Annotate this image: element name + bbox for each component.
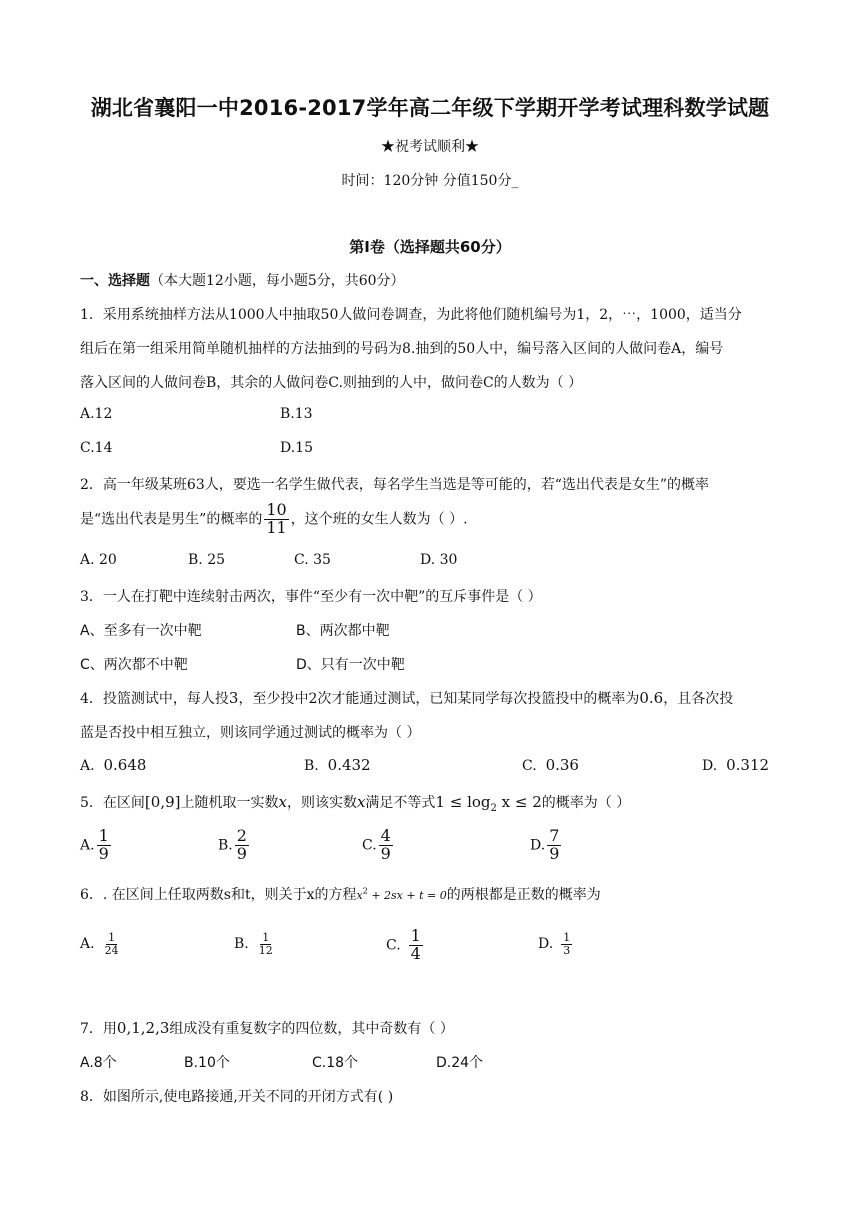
q6-option-d-frac — [561, 932, 572, 956]
q4-option-a-value: 0.648 — [103, 756, 147, 774]
q1-line3: 落入区间的人做问卷B，其余的人做问卷C.则抽到的人中，做问卷C的人数为（ ） — [80, 375, 583, 391]
q2-option-a: A. 20 — [80, 552, 117, 568]
q1-option-a: A.12 — [80, 406, 113, 422]
q3-option-a: A、至多有一次中靶 — [80, 623, 202, 639]
q4-option-d — [702, 756, 769, 774]
exam-title: 湖北省襄阳一中2016-2017学年高二年级下学期开学考试理科数学试题 — [90, 96, 770, 120]
q1-option-c: C.14 — [80, 440, 113, 456]
q6-option-b-label: B. — [234, 936, 249, 953]
q5-option-d — [530, 828, 563, 863]
q7-pre: 7．用 — [80, 1021, 117, 1037]
q6-b-den: 12 — [258, 943, 273, 957]
q5-ineq-sub: 2 — [490, 802, 497, 814]
q6-d-den: 3 — [563, 943, 571, 957]
q2-line1: 2．高一年级某班63人，要选一名学生做代表，每名学生当选是等可能的，若“选出代表是女生”的概率 — [80, 477, 710, 493]
q6-a-num: 1 — [108, 931, 116, 944]
q5-var-2: x — [356, 793, 366, 811]
q1-option-d: D.15 — [280, 440, 313, 456]
q4-line1 — [80, 688, 733, 708]
q6-c-den: 4 — [410, 943, 421, 963]
q2-line2-pre: 是“选出代表是男生”的概率的 — [80, 511, 263, 528]
q5-var-1: x — [278, 793, 287, 811]
q6-option-a-label: A. — [80, 936, 95, 953]
q4-option-a — [80, 756, 146, 774]
part-note: （本大题12小题，每小题5分，共60分） — [150, 273, 405, 289]
q5-c-num: 4 — [380, 826, 391, 845]
q4-shots: 3 — [228, 689, 239, 707]
q6-option-d-label: D. — [538, 936, 554, 953]
q4-option-b-label: B. — [304, 758, 319, 774]
q5-a-den: 9 — [98, 843, 109, 863]
q5-b-den: 9 — [236, 843, 247, 863]
q5-option-b — [218, 828, 251, 863]
q5-option-c-frac — [379, 828, 393, 863]
q7-option-d: D.24个 — [436, 1055, 484, 1071]
q5-option-c — [362, 828, 395, 863]
q6-eq-b: + 2sx + t = 0 — [367, 889, 447, 902]
part-heading — [80, 270, 405, 290]
q7-option-c: C.18个 — [312, 1055, 359, 1071]
q6-post: 的两根都是正数的概率为 — [446, 887, 601, 903]
q5-option-b-label: B. — [218, 837, 233, 854]
q5-d-num: 7 — [549, 826, 560, 845]
q4-option-c — [522, 756, 579, 774]
q6-option-a — [80, 932, 123, 956]
q5-option-d-label: D. — [530, 837, 546, 854]
q4-option-d-label: D. — [702, 758, 718, 774]
q6-line1 — [80, 884, 601, 904]
q7-option-b: B.10个 — [184, 1055, 230, 1071]
q2-frac-num: 10 — [266, 500, 287, 519]
q6-option-b-frac — [257, 932, 275, 956]
q7-post: 组成没有重复数字的四位数，其中奇数有（ ） — [169, 1021, 454, 1037]
q5-a-num: 1 — [98, 826, 109, 845]
q5-option-c-label: C. — [362, 837, 377, 854]
q6-b-num: 1 — [262, 931, 270, 944]
q6-d-num: 1 — [563, 931, 571, 944]
q4-text-b: ，至少投中2次才能通过测试，已知某同学每次投篮投中的概率为 — [238, 691, 640, 707]
q4-option-d-value: 0.312 — [726, 756, 770, 774]
q5-c-den: 9 — [380, 843, 391, 863]
q2-line2-post: ，这个班的女生人数为（ ）. — [290, 511, 468, 528]
q4-option-a-label: A. — [80, 758, 95, 774]
q5-option-d-frac — [547, 828, 561, 863]
q7-digits: 0,1,2,3 — [116, 1019, 170, 1037]
q5-b-num: 2 — [236, 826, 247, 845]
q2-option-c: C. 35 — [294, 552, 331, 568]
q5-option-a-frac — [97, 828, 111, 863]
q4-option-b-value: 0.432 — [327, 756, 371, 774]
q5-interval: [0,9] — [144, 793, 181, 811]
exam-wish: ★祝考试顺利★ — [381, 139, 479, 155]
q2-option-b: B. 25 — [188, 552, 226, 568]
q3-option-b: B、两次都中靶 — [296, 623, 390, 639]
q3-line1: 3．一人在打靶中连续射击两次，事件“至少有一次中靶”的互斥事件是（ ） — [80, 589, 542, 605]
q4-option-b — [304, 756, 371, 774]
part-title: 一、选择题 — [80, 273, 150, 289]
q4-text-a: 4．投篮测试中，每人投 — [80, 691, 229, 707]
q5-pre: 5．在区间 — [80, 795, 145, 811]
q6-option-c-label: C. — [386, 937, 401, 954]
q5-d-den: 9 — [549, 843, 560, 863]
time-info: 时间：120分钟 分值150分_ — [341, 173, 519, 189]
q2-line2 — [80, 502, 468, 537]
q5-ineq-a: 1 ≤ log — [435, 793, 491, 811]
q4-prob: 0.6 — [639, 689, 664, 707]
q6-option-b — [234, 932, 277, 956]
q2-frac-den: 11 — [266, 517, 287, 537]
q6-a-den: 24 — [104, 943, 119, 957]
q5-line1 — [80, 792, 630, 814]
q5-option-a — [80, 828, 113, 863]
q5-option-b-frac — [235, 828, 249, 863]
q5-ineq-b: x ≤ 2 — [496, 793, 542, 811]
q6-option-c-frac — [409, 928, 423, 963]
q3-option-c: C、两次都不中靶 — [80, 657, 188, 673]
q5-mid1: 上随机取一实数 — [180, 795, 279, 811]
q4-option-c-label: C. — [522, 758, 537, 774]
q4-line2: 蓝是否投中相互独立，则该同学通过测试的概率为（ ） — [80, 725, 421, 741]
q2-option-d: D. 30 — [420, 552, 458, 568]
q6-option-d — [538, 932, 574, 956]
q7-line1 — [80, 1018, 454, 1038]
q5-option-a-label: A. — [80, 837, 95, 854]
q5-mid3: 满足不等式 — [365, 795, 436, 811]
q6-eq-a: x — [356, 889, 363, 902]
q5-mid2: ，则该实数 — [286, 795, 357, 811]
q6-option-c — [386, 928, 425, 963]
q1-line2: 组后在第一组采用简单随机抽样的方法抽到的号码为8.抽到的50人中，编号落入区间的人做问卷A，编号 — [80, 341, 724, 357]
q5-post: 的概率为（ ） — [541, 795, 631, 811]
q7-option-a: A.8个 — [80, 1055, 117, 1071]
q6-c-num: 1 — [410, 926, 421, 945]
q6-eq-sup: 2 — [362, 886, 368, 896]
q2-fraction — [264, 502, 288, 537]
q4-text-c: ，且各次投 — [663, 691, 734, 707]
q6-option-a-frac — [103, 932, 121, 956]
q4-option-c-value: 0.36 — [545, 756, 579, 774]
q6-pre: 6．. 在区间上任取两数s和t，则关于x的方程 — [80, 887, 357, 903]
q1-line1: 1．采用系统抽样方法从1000人中抽取50人做问卷调查，为此将他们随机编号为1，2，⋯，1000，适当分 — [80, 307, 742, 323]
q8-line1: 8．如图所示,使电路接通,开关不同的开闭方式有( ) — [80, 1089, 394, 1105]
q3-option-d: D、只有一次中靶 — [296, 657, 405, 673]
q1-option-b: B.13 — [280, 406, 313, 422]
section-title: 第Ⅰ卷（选择题共60分） — [349, 238, 511, 256]
